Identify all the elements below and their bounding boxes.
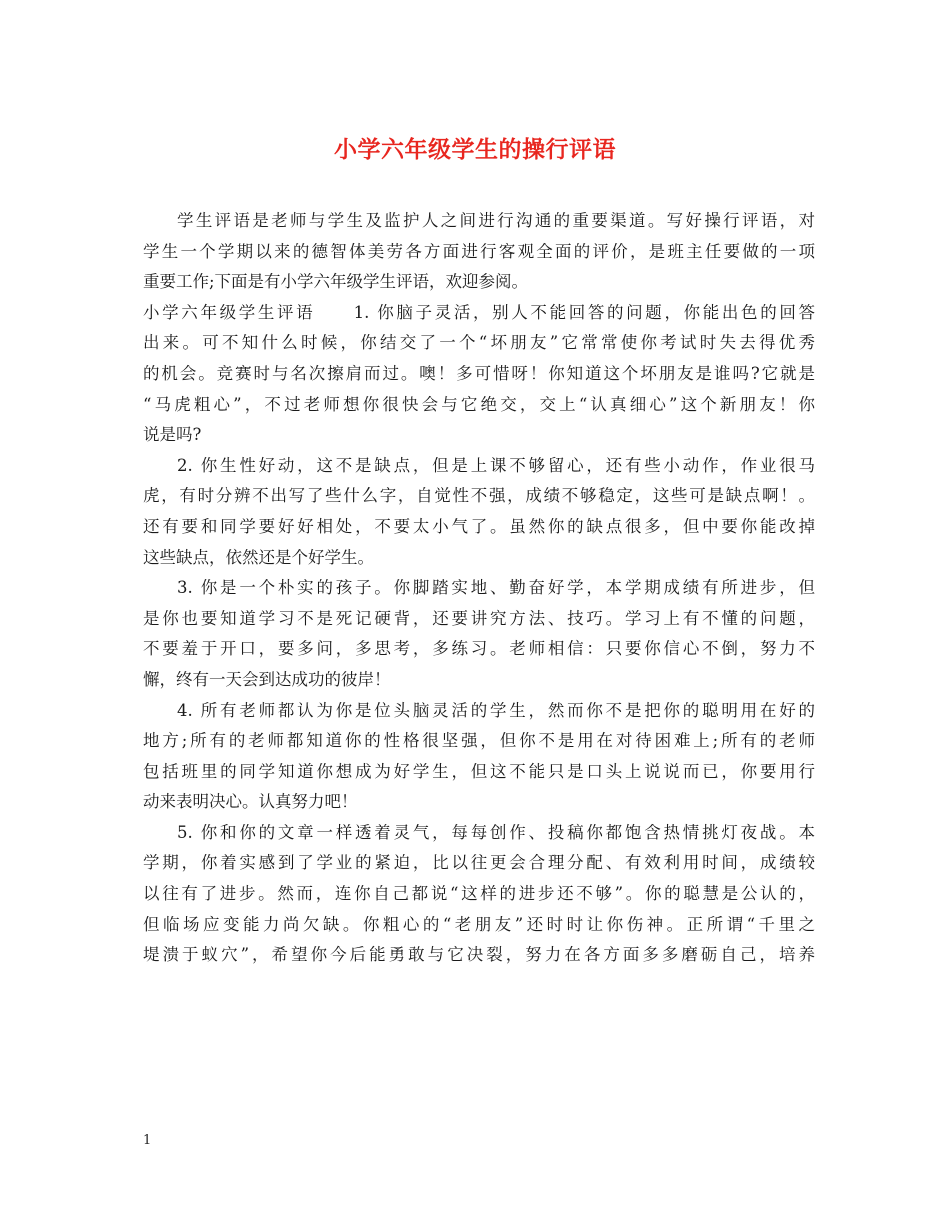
paragraph-line: 出来。可不知什么时候，你结交了一个“坏朋友”它常常使你考试时失去得优秀	[143, 333, 815, 353]
paragraph-line: 还有要和同学要好好相处，不要太小气了。虽然你的缺点很多，但中要你能改掉	[143, 516, 815, 536]
paragraph-line: 堤溃于蚁穴”，希望你今后能勇敢与它决裂，努力在各方面多多磨砺自己，培养	[143, 945, 815, 965]
paragraph-line: 是你也要知道学习不是死记硬背，还要讲究方法、技巧。学习上有不懂的问题，	[143, 608, 815, 628]
page-number: 1	[143, 1133, 152, 1148]
paragraph-line: “马虎粗心”，不过老师想你很快会与它绝交，交上“认真细心”这个新朋友！你	[143, 394, 815, 414]
paragraph-line: 3. 你是一个朴实的孩子。你脚踏实地、勤奋好学，本学期成绩有所进步，但	[177, 578, 815, 598]
paragraph-line: 不要羞于开口，要多问，多思考，多练习。老师相信：只要你信心不倒，努力不	[143, 639, 815, 659]
paragraph-line: 重要工作;下面是有小学六年级学生评语，欢迎参阅。	[143, 272, 529, 292]
paragraph-line: 2. 你生性好动，这不是缺点，但是上课不够留心，还有些小动作，作业很马	[177, 455, 815, 475]
paragraph-line: 学期，你着实感到了学业的紧迫，比以往更会合理分配、有效利用时间，成绩较	[143, 853, 815, 873]
paragraph-line: 说是吗?	[143, 425, 202, 445]
paragraph-line: 的机会。竞赛时与名次擦肩而过。噢！多可惜呀！你知道这个坏朋友是谁吗?它就是	[143, 363, 815, 383]
paragraph-line: 小学六年级学生评语 1. 你脑子灵活，别人不能回答的问题，你能出色的回答	[143, 302, 815, 322]
document-body	[143, 206, 815, 971]
paragraph-line: 但临场应变能力尚欠缺。你粗心的“老朋友”还时时让你伤神。正所谓“千里之	[143, 914, 815, 934]
paragraph-line: 5. 你和你的文章一样透着灵气，每每创作、投稿你都饱含热情挑灯夜战。本	[177, 822, 815, 842]
paragraph-line: 虎，有时分辨不出写了些什么字，自觉性不强，成绩不够稳定，这些可是缺点啊！。	[143, 486, 815, 506]
paragraph-line: 动来表明决心。认真努力吧！	[143, 792, 358, 812]
paragraph-line: 这些缺点，依然还是个好学生。	[143, 547, 374, 567]
document-title: 小学六年级学生的操行评语	[334, 136, 616, 163]
paragraph-line: 4. 所有老师都认为你是位头脑灵活的学生，然而你不是把你的聪明用在好的	[177, 700, 815, 720]
paragraph-line: 懈，终有一天会到达成功的彼岸！	[143, 669, 391, 689]
paragraph-line: 学生评语是老师与学生及监护人之间进行沟通的重要渠道。写好操行评语，对	[177, 211, 815, 230]
paragraph-line: 以往有了进步。然而，连你自己都说“这样的进步还不够”。你的聪慧是公认的，	[143, 884, 815, 904]
paragraph-line: 学生一个学期以来的德智体美劳各方面进行客观全面的评价，是班主任要做的一项	[143, 241, 815, 261]
paragraph-line: 地方;所有的老师都知道你的性格很坚强，但你不是用在对待困难上;所有的老师	[143, 731, 815, 751]
paragraph-line: 包括班里的同学知道你想成为好学生，但这不能只是口头上说说而已，你要用行	[143, 761, 815, 781]
